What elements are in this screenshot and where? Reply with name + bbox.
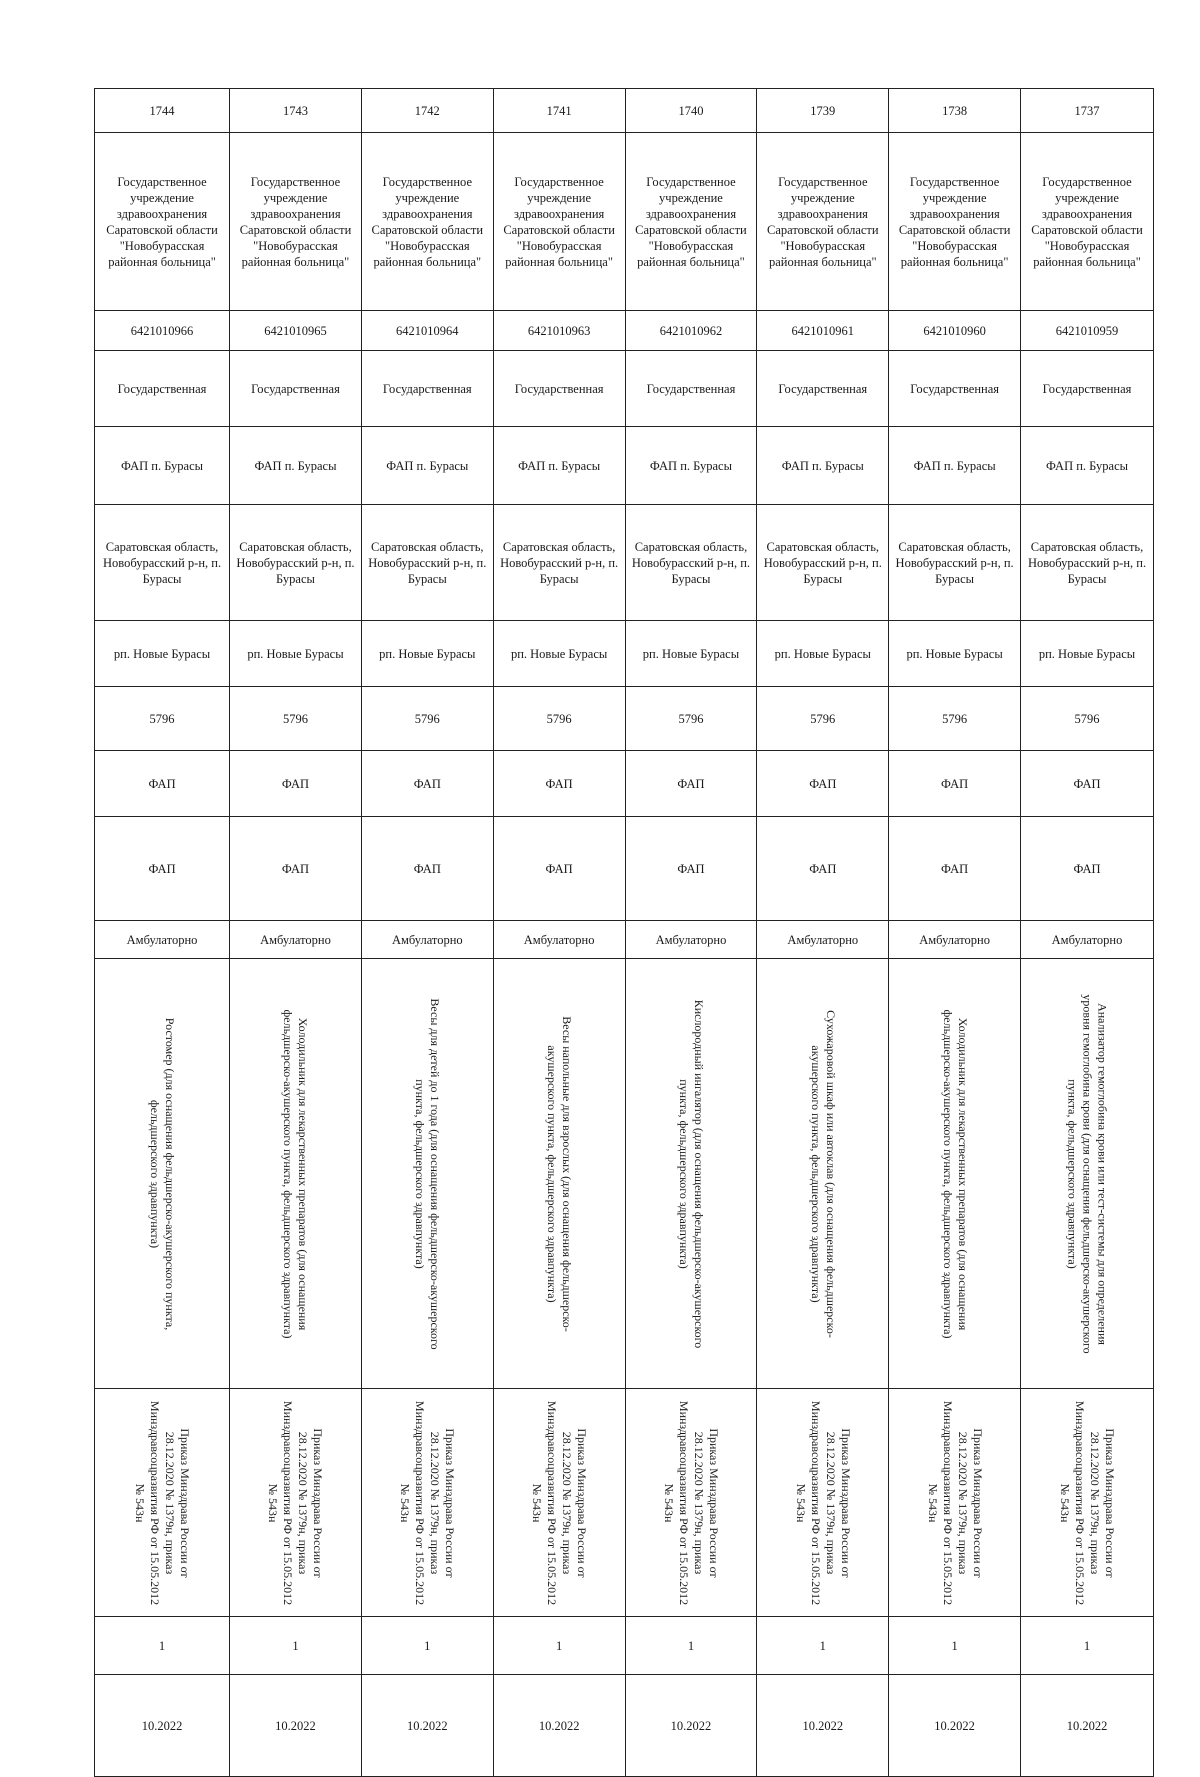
- table-body: [95, 89, 1154, 1777]
- equipment-text: Кислородный ингалятор (для оснащения фельдшерско-акушерского пункта, фельдшерского здравпункта): [676, 999, 706, 1348]
- ownership-text: Государственная: [382, 381, 472, 396]
- address-text: Саратовская область, Новобурасский р-н, п. Бурасы: [763, 539, 882, 586]
- quantity-text: 1: [556, 1638, 563, 1653]
- order-cell: [493, 1389, 625, 1617]
- row-date: [95, 1675, 1154, 1777]
- equipment-cell: [230, 959, 362, 1389]
- organization-text: Государственное учреждение здравоохранения Саратовской области "Новобурасская районная больница": [503, 174, 615, 269]
- rotated-text-wrapper: [629, 962, 754, 1386]
- organization-cell: [361, 133, 493, 311]
- ownership-text: Государственная: [910, 381, 999, 396]
- rotated-text-wrapper: [760, 1392, 885, 1614]
- organization-cell: [230, 133, 362, 311]
- equipment-text: Холодильник для лекарственных препаратов (для оснащения фельдшерско-акушерского пункта, фельдшерского здравпункта): [281, 1009, 311, 1338]
- unit-text: ФАП п. Бурасы: [386, 458, 469, 473]
- address-cell: [625, 505, 757, 621]
- record-number-text: 1742: [414, 103, 440, 118]
- organization-text: Государственное учреждение здравоохранения Саратовской области "Новобурасская районная больница": [371, 174, 484, 269]
- address-text: Саратовская область, Новобурасский р-н, п. Бурасы: [368, 539, 487, 586]
- record-number-text: 1741: [546, 103, 572, 118]
- district-cell: [1021, 621, 1154, 687]
- care-condition-cell: [230, 921, 362, 959]
- row-inn: [95, 311, 1154, 351]
- rotated-text-wrapper: [98, 962, 226, 1386]
- equipment-cell: [493, 959, 625, 1389]
- facility-type-text: ФАП: [413, 776, 441, 791]
- facility-type-text: ФАП: [677, 776, 705, 791]
- quantity-text: 1: [424, 1638, 431, 1653]
- facility-type-text: ФАП: [941, 776, 969, 791]
- equipment-cell: [361, 959, 493, 1389]
- date-cell: [95, 1675, 230, 1777]
- unit-text: ФАП п. Бурасы: [1045, 458, 1129, 473]
- record-number-cell: [230, 89, 362, 133]
- ownership-text: Государственная: [251, 381, 340, 396]
- order-text: Приказ Минздрава России от 28.12.2020 № 1379н, приказ Минздравсоцразвития РФ от 15.05.2012 № 543н: [133, 1400, 193, 1605]
- quantity-text: 1: [687, 1638, 695, 1653]
- facility-type-cell: [757, 751, 889, 817]
- address-text: Саратовская область, Новобурасский р-н, п. Бурасы: [631, 539, 751, 586]
- care-condition-text: Амбулаторно: [787, 932, 859, 947]
- facility-type-text: ФАП: [148, 776, 176, 791]
- inn-cell: [361, 311, 493, 351]
- inn-text: 6421010964: [396, 323, 459, 338]
- record-number-cell: [1021, 89, 1154, 133]
- date-text: 10.2022: [275, 1718, 316, 1733]
- facility-type-text: ФАП: [1073, 776, 1101, 791]
- record-number-text: 1739: [810, 103, 836, 118]
- ownership-cell: [493, 351, 625, 427]
- code-text: 5796: [149, 711, 175, 726]
- record-number-cell: [95, 89, 230, 133]
- district-text: рп. Новые Бурасы: [642, 646, 740, 661]
- address-text: Саратовская область, Новобурасский р-н, п. Бурасы: [895, 539, 1014, 586]
- code-cell: [757, 687, 889, 751]
- rotated-text-wrapper: [233, 1392, 358, 1614]
- record-number-text: 1737: [1074, 103, 1100, 118]
- care-condition-text: Амбулаторно: [260, 932, 331, 947]
- facility-kind-cell: [230, 817, 362, 921]
- address-cell: [889, 505, 1021, 621]
- unit-text: ФАП п. Бурасы: [518, 458, 601, 473]
- date-cell: [493, 1675, 625, 1777]
- unit-text: ФАП п. Бурасы: [913, 458, 996, 473]
- quantity-cell: [889, 1617, 1021, 1675]
- order-cell: [1021, 1389, 1154, 1617]
- row-unit: [95, 427, 1154, 505]
- unit-text: ФАП п. Бурасы: [254, 458, 337, 473]
- unit-cell: [757, 427, 889, 505]
- inn-text: 6421010966: [130, 323, 194, 338]
- rotated-text-wrapper: [760, 962, 885, 1386]
- care-condition-text: Амбулаторно: [1051, 932, 1123, 947]
- row-qty: [95, 1617, 1154, 1675]
- order-text: Приказ Минздрава России от 28.12.2020 № 1379н, приказ Минздравсоцразвития РФ от 15.05.2012 № 543н: [1058, 1400, 1118, 1605]
- facility-kind-cell: [493, 817, 625, 921]
- ownership-cell: [230, 351, 362, 427]
- ownership-text: Государственная: [1042, 381, 1132, 396]
- equipment-cell: [95, 959, 230, 1389]
- rotated-text-wrapper: [1024, 1392, 1150, 1614]
- date-text: 10.2022: [802, 1718, 844, 1733]
- address-cell: [230, 505, 362, 621]
- facility-kind-text: ФАП: [809, 861, 837, 876]
- address-text: Саратовская область, Новобурасский р-н, п. Бурасы: [102, 539, 222, 586]
- quantity-cell: [95, 1617, 230, 1675]
- inn-text: 6421010965: [264, 323, 327, 338]
- district-cell: [757, 621, 889, 687]
- quantity-cell: [625, 1617, 757, 1675]
- facility-type-cell: [625, 751, 757, 817]
- record-number-cell: [757, 89, 889, 133]
- care-condition-cell: [95, 921, 230, 959]
- organization-text: Государственное учреждение здравоохранения Саратовской области "Новобурасская районная больница": [635, 174, 747, 269]
- facility-type-text: ФАП: [809, 776, 837, 791]
- care-condition-cell: [889, 921, 1021, 959]
- order-cell: [625, 1389, 757, 1617]
- equipment-text: Сухожаровой шкаф или автоклав (для оснащения фельдшерско-акушерского пункта, фельдшерского здравпункта): [808, 1009, 838, 1338]
- facility-kind-text: ФАП: [281, 861, 310, 876]
- inn-cell: [625, 311, 757, 351]
- care-condition-text: Амбулаторно: [655, 932, 727, 947]
- organization-text: Государственное учреждение здравоохранения Саратовской области "Новобурасская районная больница": [898, 174, 1011, 269]
- date-text: 10.2022: [934, 1718, 975, 1733]
- rotated-text-wrapper: [629, 1392, 754, 1614]
- ownership-text: Государственная: [778, 381, 868, 396]
- district-text: рп. Новые Бурасы: [774, 646, 871, 661]
- order-text: Приказ Минздрава России от 28.12.2020 № 1379н, приказ Минздравсоцразвития РФ от 15.05.2012 № 543н: [925, 1400, 985, 1605]
- facility-type-cell: [493, 751, 625, 817]
- district-text: рп. Новые Бурасы: [379, 646, 476, 661]
- rotated-text-wrapper: [365, 1392, 490, 1614]
- code-text: 5796: [1074, 711, 1100, 726]
- facility-kind-text: ФАП: [545, 861, 573, 876]
- organization-cell: [493, 133, 625, 311]
- district-text: рп. Новые Бурасы: [510, 646, 608, 661]
- district-cell: [95, 621, 230, 687]
- row-care: [95, 921, 1154, 959]
- district-text: рп. Новые Бурасы: [1038, 646, 1136, 661]
- row-address: [95, 505, 1154, 621]
- date-cell: [361, 1675, 493, 1777]
- facility-type-cell: [361, 751, 493, 817]
- organization-text: Государственное учреждение здравоохранения Саратовской области "Новобурасская районная больница": [106, 174, 218, 269]
- facility-type-cell: [1021, 751, 1154, 817]
- quantity-text: 1: [951, 1638, 958, 1653]
- record-number-text: 1743: [282, 103, 308, 118]
- care-condition-text: Амбулаторно: [919, 932, 990, 947]
- care-condition-cell: [361, 921, 493, 959]
- equipment-cell: [1021, 959, 1154, 1389]
- ownership-cell: [95, 351, 230, 427]
- unit-cell: [493, 427, 625, 505]
- order-text: Приказ Минздрава России от 28.12.2020 № 1379н, приказ Минздравсоцразвития РФ от 15.05.2012 № 543н: [398, 1400, 458, 1605]
- order-cell: [230, 1389, 362, 1617]
- row-code: [95, 687, 1154, 751]
- record-number-text: 1744: [149, 103, 175, 118]
- equipment-text: Весы напольные для взрослых (для оснащения фельдшерско-акушерского пункта, фельдшерского здравпункта): [545, 1015, 575, 1332]
- row-type1: [95, 751, 1154, 817]
- district-cell: [493, 621, 625, 687]
- address-cell: [757, 505, 889, 621]
- organization-cell: [889, 133, 1021, 311]
- equipment-text: Холодильник для лекарственных препаратов (для оснащения фельдшерско-акушерского пункта, фельдшерского здравпункта): [940, 1009, 970, 1338]
- rotated-text-wrapper: [98, 1392, 226, 1614]
- ownership-cell: [889, 351, 1021, 427]
- quantity-cell: [1021, 1617, 1154, 1675]
- row-equipment: [95, 959, 1154, 1389]
- row-district: [95, 621, 1154, 687]
- facility-kind-cell: [757, 817, 889, 921]
- district-text: рп. Новые Бурасы: [247, 646, 344, 661]
- quantity-text: 1: [292, 1638, 299, 1653]
- quantity-text: 1: [158, 1638, 166, 1653]
- inn-text: 6421010962: [659, 323, 723, 338]
- rotated-text-wrapper: [365, 962, 490, 1386]
- facility-type-text: ФАП: [281, 776, 310, 791]
- date-cell: [1021, 1675, 1154, 1777]
- inn-text: 6421010959: [1055, 323, 1119, 338]
- ownership-cell: [1021, 351, 1154, 427]
- record-number-text: 1738: [942, 103, 968, 118]
- care-condition-text: Амбулаторно: [523, 932, 595, 947]
- inn-text: 6421010960: [923, 323, 986, 338]
- rotated-text-wrapper: [892, 962, 1017, 1386]
- facility-kind-text: ФАП: [941, 861, 969, 876]
- inn-text: 6421010961: [791, 323, 855, 338]
- order-cell: [95, 1389, 230, 1617]
- organization-text: Государственное учреждение здравоохранения Саратовской области "Новобурасская районная больница": [767, 174, 879, 269]
- district-text: рп. Новые Бурасы: [113, 646, 211, 661]
- ownership-cell: [361, 351, 493, 427]
- code-cell: [625, 687, 757, 751]
- order-text: Приказ Минздрава России от 28.12.2020 № 1379н, приказ Минздравсоцразвития РФ от 15.05.2012 № 543н: [266, 1400, 326, 1605]
- address-text: Саратовская область, Новобурасский р-н, п. Бурасы: [500, 539, 619, 586]
- rotated-text-wrapper: [497, 962, 622, 1386]
- ownership-cell: [757, 351, 889, 427]
- record-number-cell: [625, 89, 757, 133]
- care-condition-cell: [493, 921, 625, 959]
- facility-kind-cell: [95, 817, 230, 921]
- code-cell: [493, 687, 625, 751]
- facility-kind-text: ФАП: [1073, 861, 1101, 876]
- equipment-cell: [889, 959, 1021, 1389]
- organization-text: Государственное учреждение здравоохранения Саратовской области "Новобурасская районная больница": [239, 174, 352, 269]
- unit-cell: [889, 427, 1021, 505]
- order-text: Приказ Минздрава России от 28.12.2020 № 1379н, приказ Минздравсоцразвития РФ от 15.05.2012 № 543н: [661, 1400, 721, 1605]
- order-text: Приказ Минздрава России от 28.12.2020 № 1379н, приказ Минздравсоцразвития РФ от 15.05.2012 № 543н: [793, 1400, 853, 1605]
- inn-cell: [1021, 311, 1154, 351]
- facility-kind-text: ФАП: [148, 861, 176, 876]
- address-text: Саратовская область, Новобурасский р-н, п. Бурасы: [236, 539, 355, 586]
- district-cell: [889, 621, 1021, 687]
- address-cell: [361, 505, 493, 621]
- date-text: 10.2022: [141, 1718, 183, 1733]
- order-cell: [361, 1389, 493, 1617]
- unit-text: ФАП п. Бурасы: [781, 458, 864, 473]
- quantity-cell: [361, 1617, 493, 1675]
- facility-kind-cell: [889, 817, 1021, 921]
- code-text: 5796: [546, 711, 572, 726]
- care-condition-cell: [1021, 921, 1154, 959]
- inn-cell: [757, 311, 889, 351]
- code-text: 5796: [678, 711, 704, 726]
- code-cell: [1021, 687, 1154, 751]
- inn-cell: [493, 311, 625, 351]
- date-cell: [625, 1675, 757, 1777]
- document-page: [94, 88, 1154, 1733]
- organization-cell: [757, 133, 889, 311]
- unit-cell: [230, 427, 362, 505]
- code-text: 5796: [810, 711, 836, 726]
- row-type2: [95, 817, 1154, 921]
- ownership-text: Государственная: [646, 381, 736, 396]
- inn-cell: [889, 311, 1021, 351]
- record-number-text: 1740: [678, 103, 704, 118]
- facility-kind-cell: [625, 817, 757, 921]
- rotated-text-wrapper: [1024, 962, 1150, 1386]
- row-order: [95, 1389, 1154, 1617]
- organization-cell: [95, 133, 230, 311]
- unit-text: ФАП п. Бурасы: [120, 458, 204, 473]
- district-text: рп. Новые Бурасы: [906, 646, 1003, 661]
- date-cell: [230, 1675, 362, 1777]
- organization-cell: [625, 133, 757, 311]
- date-cell: [889, 1675, 1021, 1777]
- district-cell: [230, 621, 362, 687]
- address-cell: [1021, 505, 1154, 621]
- rotated-text-wrapper: [497, 1392, 622, 1614]
- facility-type-text: ФАП: [545, 776, 573, 791]
- unit-cell: [361, 427, 493, 505]
- equipment-cell: [757, 959, 889, 1389]
- date-text: 10.2022: [670, 1718, 712, 1733]
- care-condition-text: Амбулаторно: [391, 932, 463, 947]
- care-condition-cell: [625, 921, 757, 959]
- date-text: 10.2022: [1066, 1718, 1108, 1733]
- quantity-cell: [493, 1617, 625, 1675]
- code-cell: [95, 687, 230, 751]
- rotated-text-wrapper: [233, 962, 358, 1386]
- address-cell: [95, 505, 230, 621]
- equipment-cell: [625, 959, 757, 1389]
- district-cell: [361, 621, 493, 687]
- order-text: Приказ Минздрава России от 28.12.2020 № 1379н, приказ Минздравсоцразвития РФ от 15.05.2012 № 543н: [530, 1400, 590, 1605]
- care-condition-text: Амбулаторно: [126, 932, 198, 947]
- date-cell: [757, 1675, 889, 1777]
- unit-text: ФАП п. Бурасы: [649, 458, 732, 473]
- code-cell: [361, 687, 493, 751]
- record-number-cell: [493, 89, 625, 133]
- code-cell: [889, 687, 1021, 751]
- code-text: 5796: [942, 711, 968, 726]
- equipment-text: Ростомер (для оснащения фельдшерско-акушерского пункта, фельдшерского здравпункта): [148, 1017, 178, 1330]
- care-condition-cell: [757, 921, 889, 959]
- unit-cell: [95, 427, 230, 505]
- row-id: [95, 89, 1154, 133]
- facility-type-cell: [230, 751, 362, 817]
- quantity-text: 1: [819, 1638, 826, 1653]
- facility-kind-cell: [361, 817, 493, 921]
- organization-cell: [1021, 133, 1154, 311]
- row-org: [95, 133, 1154, 311]
- code-text: 5796: [282, 711, 308, 726]
- facility-type-cell: [95, 751, 230, 817]
- row-ownership: [95, 351, 1154, 427]
- inn-cell: [95, 311, 230, 351]
- district-cell: [625, 621, 757, 687]
- equipment-text: Весы для детей до 1 года (для оснащения фельдшерско-акушерского пункта, фельдшерского здравпункта): [413, 997, 443, 1350]
- ownership-cell: [625, 351, 757, 427]
- organization-text: Государственное учреждение здравоохранения Саратовской области "Новобурасская районная больница": [1031, 174, 1143, 269]
- code-text: 5796: [414, 711, 440, 726]
- rotated-text-wrapper: [892, 1392, 1017, 1614]
- order-cell: [757, 1389, 889, 1617]
- order-cell: [889, 1389, 1021, 1617]
- unit-cell: [625, 427, 757, 505]
- facility-kind-text: ФАП: [677, 861, 705, 876]
- quantity-cell: [230, 1617, 362, 1675]
- registry-table: [94, 88, 1154, 1777]
- unit-cell: [1021, 427, 1154, 505]
- inn-text: 6421010963: [527, 323, 591, 338]
- address-cell: [493, 505, 625, 621]
- ownership-text: Государственная: [117, 381, 207, 396]
- quantity-cell: [757, 1617, 889, 1675]
- date-text: 10.2022: [538, 1718, 580, 1733]
- facility-kind-text: ФАП: [413, 861, 441, 876]
- date-text: 10.2022: [406, 1718, 448, 1733]
- ownership-text: Государственная: [514, 381, 604, 396]
- equipment-text: Анализатор гемоглобина крови или тест-системы для определения уровня гемоглобина крови (для оснащения фельдшерско-акушерского пункта, фельдшерского здравпункта): [1065, 993, 1110, 1354]
- code-cell: [230, 687, 362, 751]
- record-number-cell: [361, 89, 493, 133]
- quantity-text: 1: [1083, 1638, 1091, 1653]
- address-text: Саратовская область, Новобурасский р-н, п. Бурасы: [1027, 539, 1147, 586]
- facility-type-cell: [889, 751, 1021, 817]
- inn-cell: [230, 311, 362, 351]
- facility-kind-cell: [1021, 817, 1154, 921]
- record-number-cell: [889, 89, 1021, 133]
